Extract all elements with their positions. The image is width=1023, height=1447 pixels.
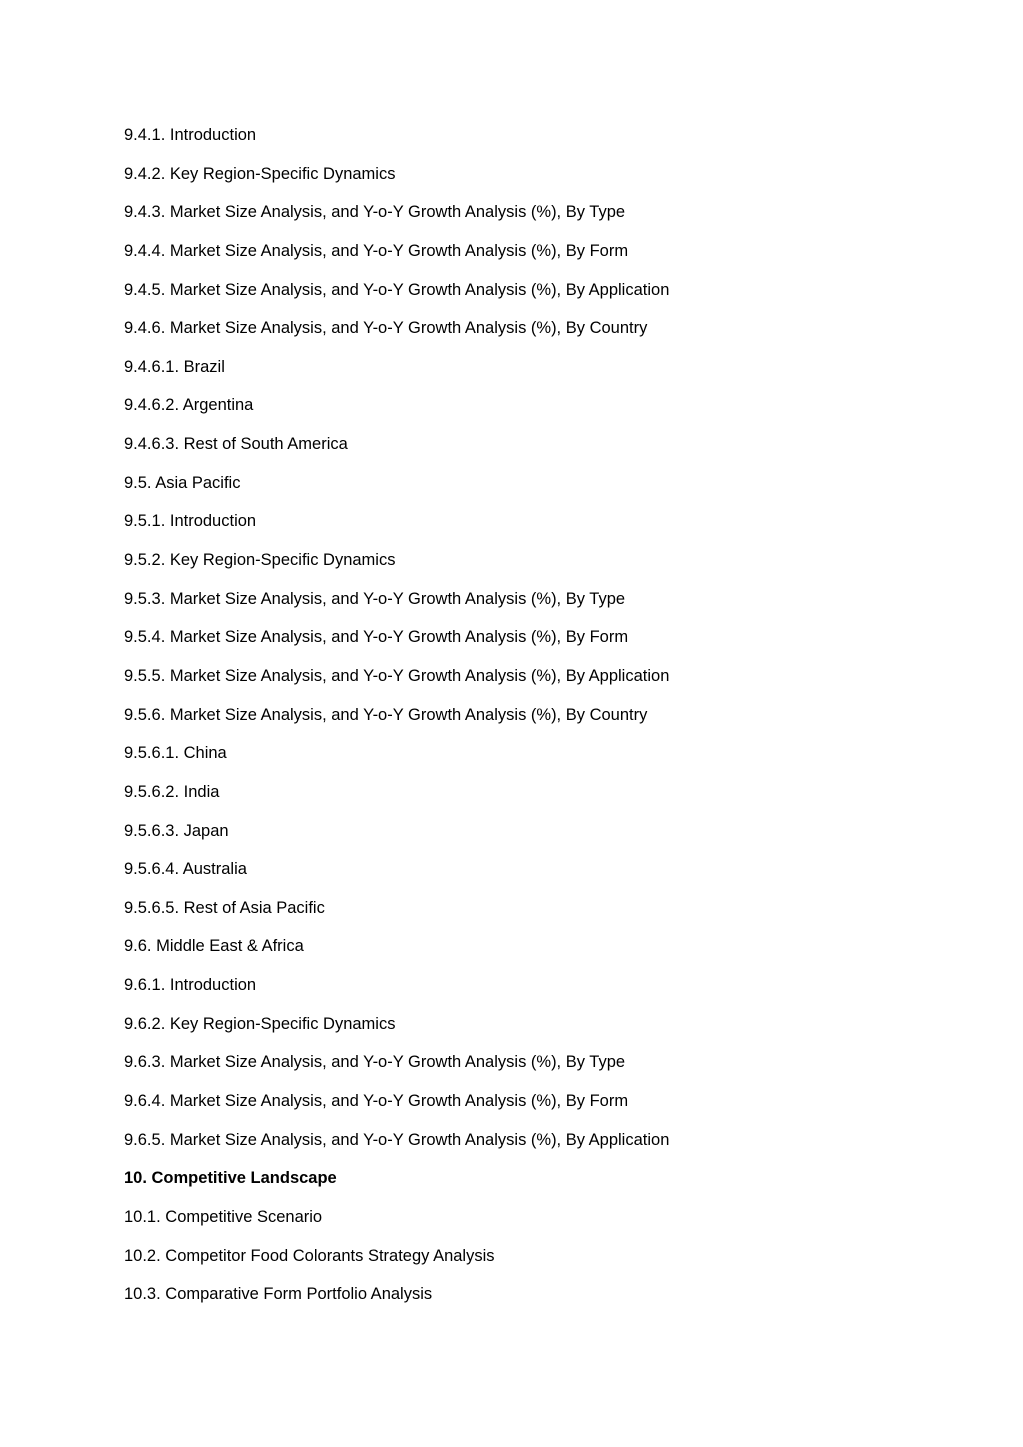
toc-entry: 9.4.6. Market Size Analysis, and Y-o-Y Growth Analysis (%), By Country — [124, 319, 648, 338]
toc-entry: 9.5.4. Market Size Analysis, and Y-o-Y Growth Analysis (%), By Form — [124, 628, 629, 647]
toc-entry: 9.4.6.3. Rest of South America — [124, 435, 348, 454]
toc-entry: 9.5.3. Market Size Analysis, and Y-o-Y Growth Analysis (%), By Type — [124, 589, 626, 608]
toc-entry: 9.5.6.5. Rest of Asia Pacific — [124, 898, 325, 917]
toc-entry: 9.4.5. Market Size Analysis, and Y-o-Y Growth Analysis (%), By Application — [124, 280, 670, 299]
toc-entry: 10.2. Competitor Food Colorants Strategy Analysis — [124, 1246, 495, 1265]
toc-entry: 9.6. Middle East & Africa — [124, 937, 304, 956]
toc-entry: 9.5.6.1. China — [124, 744, 227, 763]
toc-entry: 9.6.5. Market Size Analysis, and Y-o-Y Growth Analysis (%), By Application — [124, 1130, 670, 1149]
toc-entry: 9.4.2. Key Region-Specific Dynamics — [124, 164, 396, 183]
toc-entry: 9.6.3. Market Size Analysis, and Y-o-Y Growth Analysis (%), By Type — [124, 1053, 626, 1072]
toc-entry: 9.5.6. Market Size Analysis, and Y-o-Y Growth Analysis (%), By Country — [124, 705, 648, 724]
toc-entry: 9.4.6.2. Argentina — [124, 396, 254, 415]
toc-entry: 9.5.1. Introduction — [124, 512, 257, 531]
table-of-contents — [124, 123, 944, 1321]
toc-entry: 10.3. Comparative Form Portfolio Analysis — [124, 1285, 433, 1304]
toc-entry: 9.4.1. Introduction — [124, 126, 257, 144]
toc-entry: 9.4.3. Market Size Analysis, and Y-o-Y Growth Analysis (%), By Type — [124, 203, 626, 222]
toc-entry: 9.6.1. Introduction — [124, 976, 257, 995]
toc-entry: 9.6.2. Key Region-Specific Dynamics — [124, 1014, 396, 1033]
toc-entry: 9.5.6.3. Japan — [124, 821, 229, 840]
toc-entry: 9.6.4. Market Size Analysis, and Y-o-Y Growth Analysis (%), By Form — [124, 1092, 629, 1111]
toc-entry: 9.5.6.2. India — [124, 782, 220, 801]
toc-entry: 9.5.5. Market Size Analysis, and Y-o-Y Growth Analysis (%), By Application — [124, 666, 670, 685]
toc-entry: 10.1. Competitive Scenario — [124, 1207, 323, 1226]
toc-entry: 9.5. Asia Pacific — [124, 473, 241, 492]
toc-entry: 9.4.6.1. Brazil — [124, 357, 225, 376]
toc-section-heading: 10. Competitive Landscape — [124, 1169, 337, 1188]
toc-entry: 9.5.6.4. Australia — [124, 860, 247, 879]
toc-entry: 9.4.4. Market Size Analysis, and Y-o-Y Growth Analysis (%), By Form — [124, 241, 629, 260]
toc-entry: 9.5.2. Key Region-Specific Dynamics — [124, 551, 396, 570]
